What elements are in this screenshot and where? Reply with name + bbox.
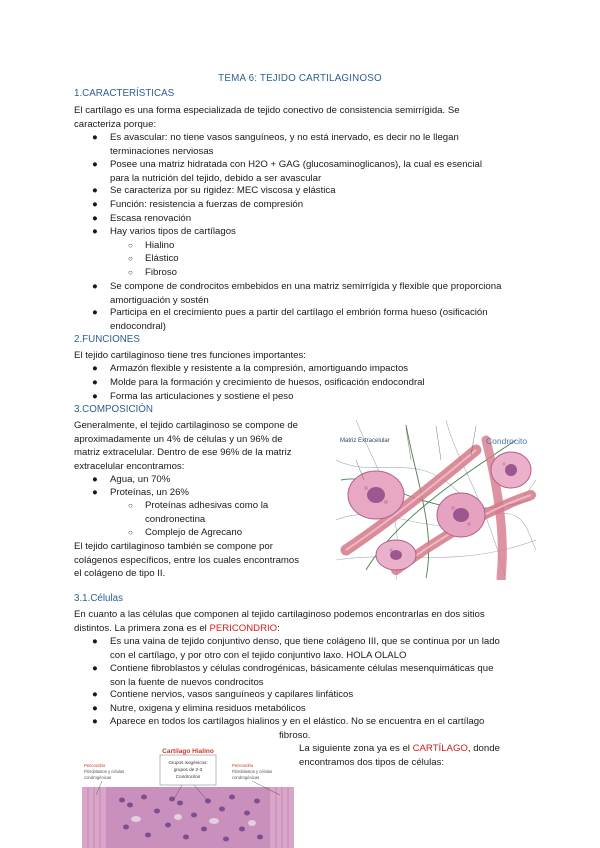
- list-item: [92, 473, 312, 487]
- list-item-text: Hay varios tipos de cartílagos: [110, 226, 236, 237]
- list-item: [92, 158, 522, 185]
- list-item-text: Función: resistencia a fuerzas de compresión: [110, 199, 304, 210]
- svg-text:Condrocitos: Condrocitos: [175, 774, 201, 779]
- list-item: [92, 635, 522, 662]
- list-item-text: son la fuente de nuevos condrocitos: [110, 676, 264, 688]
- list-item-text: Es una vaina de tejido conjuntivo denso, que tiene colágeno III, que se continua por un lado: [110, 636, 500, 647]
- svg-text:condrogénicas: condrogénicas: [232, 775, 260, 780]
- list-item: [92, 376, 522, 390]
- list-item-text: con el cartílago, y por otro con el tejido conjuntivo laxo. HOLA OLALO: [110, 649, 407, 661]
- list-item-text: Proteínas, un 26%: [110, 487, 189, 498]
- list-item-text: Nutre, oxigena y elimina residuos metabólicos: [110, 703, 306, 714]
- figure-label-matriz: Matriz Extracelular: [340, 438, 390, 444]
- list-item: [92, 212, 522, 226]
- list-item-text: Se compone de condrocitos embebidos en una matriz semirrígida y flexible que proporciona: [110, 281, 502, 292]
- svg-text:Pericondrio: Pericondrio: [232, 763, 254, 768]
- list-item-text: Contiene nervios, vasos sanguíneos y capilares linfáticos: [110, 689, 354, 700]
- circle-bullet-icon: ○: [128, 501, 133, 510]
- list-item-text: amortiguación y sostén: [110, 294, 209, 306]
- bullet-icon: ●: [92, 159, 98, 170]
- list-item: [92, 198, 522, 212]
- circle-bullet-icon: ○: [128, 528, 133, 537]
- bullet-icon: ●: [92, 716, 98, 727]
- list-item-text: Molde para la formación y crecimiento de huesos, osificación endocondral: [110, 377, 425, 388]
- bullet-icon: ●: [92, 199, 98, 210]
- svg-text:Pericondrio: Pericondrio: [84, 763, 106, 768]
- svg-text:Fibroblastos y células: Fibroblastos y células: [84, 769, 125, 774]
- bullet-icon: ●: [92, 132, 98, 143]
- bullet-icon: ●: [92, 636, 98, 647]
- list-item: [92, 131, 522, 158]
- bullet-icon: ●: [92, 703, 98, 714]
- bullet-icon: ●: [92, 213, 98, 224]
- intro-line: El cartílago es una forma especializada de tejido conectivo de consistencia semirrígida. Se: [74, 105, 460, 116]
- list-item: [92, 225, 522, 239]
- list-item-text: fibroso.: [279, 729, 311, 741]
- svg-text:Grupos isogénicos:: Grupos isogénicos:: [168, 760, 208, 765]
- list-item: [92, 390, 522, 404]
- sub-list-item: ○ Proteínas adhesivas como la condronectina: [128, 500, 269, 525]
- bullet-icon: ●: [92, 281, 98, 292]
- funciones-intro: El tejido cartilaginoso tiene tres funciones importantes:: [74, 350, 306, 361]
- figure-title: Cartílago Hialino: [162, 748, 214, 755]
- bullet-icon: ●: [92, 226, 98, 237]
- list-item: [92, 306, 522, 333]
- list-item-text: para la nutrición del tejido, debido a ser avascular: [110, 172, 322, 184]
- pericondrio-term: PERICONDRIO: [209, 622, 278, 634]
- list-item-text: terminaciones nerviosas: [110, 145, 214, 157]
- bullet-icon: ●: [92, 487, 98, 498]
- sub-list-item: ○ Elástico: [128, 253, 179, 264]
- bullet-icon: ●: [92, 689, 98, 700]
- list-item: [92, 702, 522, 716]
- list-item: [92, 486, 312, 500]
- list-item-text: Escasa renovación: [110, 213, 192, 224]
- sub-list-item: ○ Fibroso: [128, 267, 177, 278]
- celulas-paragraph: En cuanto a las células que componen al tejido cartilaginoso podemos encontrarlas en dos sitios distintos. La primera zona es el PERICONDRIO:: [74, 609, 485, 634]
- list-item-text: Aparece en todos los cartílagos hialinos y en el elástico. No se encuentra en el cartílago: [110, 716, 485, 727]
- intro-paragraph: [74, 104, 526, 131]
- document-title: TEMA 6: TEJIDO CARTILAGINOSO: [218, 73, 382, 84]
- list-item: [92, 362, 522, 376]
- bullet-icon: ●: [92, 363, 98, 374]
- list-item-text: Forma las articulaciones y sostiene el peso: [110, 391, 294, 402]
- list-item-text: Contiene fibroblastos y células condrogénicas, básicamente células mesenquimáticas que: [110, 663, 494, 674]
- circle-bullet-icon: ○: [128, 268, 133, 277]
- bullet-icon: ●: [92, 474, 98, 485]
- svg-text:condrogénicas: condrogénicas: [84, 775, 112, 780]
- sub-list-item: ○ Hialino: [128, 240, 175, 251]
- bullet-icon: ●: [92, 391, 98, 402]
- svg-text:Fibroblastos y células: Fibroblastos y células: [232, 769, 273, 774]
- list-item-text: Participa en el crecimiento pues a partir del cartílago el embrión forma hueso (osificación: [110, 307, 488, 318]
- sub-list-item: ○ Complejo de Agrecano: [128, 527, 243, 538]
- list-item-text: Armazón flexible y resistente a la compresión, amortiguando impactos: [110, 363, 409, 374]
- cartilago-paragraph: La siguiente zona ya es el CARTÍLAGO, donde encontramos dos tipos de células:: [299, 743, 500, 768]
- heading-composicion: 3.COMPOSICIÓN: [74, 404, 153, 415]
- bullet-icon: ●: [92, 377, 98, 388]
- bullet-icon: ●: [92, 663, 98, 674]
- cartilago-term: CARTÍLAGO: [412, 743, 468, 754]
- list-item: [92, 280, 522, 307]
- bullet-icon: ●: [92, 185, 98, 196]
- figure-label-condrocito: Condrocito: [486, 436, 528, 446]
- list-item-text: Agua, un 70%: [110, 474, 171, 485]
- colagenos-paragraph: El tejido cartilaginoso también se compone por colágenos específicos, entre los cuales encontramos el colágeno de tipo II.: [74, 541, 300, 580]
- list-item-text: Es avascular: no tiene vasos sanguíneos, y no está inervado, es decir no le llegan: [110, 132, 459, 143]
- heading-celulas: 3.1.Células: [74, 593, 124, 604]
- list-item: [92, 184, 522, 198]
- composicion-paragraph: Generalmente, el tejido cartilaginoso se compone de aproximadamente un 4% de células y un 96% de matriz extracelular. Dentro de ese 96% de la matriz extracelular encontramos:: [74, 420, 298, 472]
- svg-text:grupos de 2-3: grupos de 2-3: [173, 767, 203, 772]
- circle-bullet-icon: ○: [128, 254, 133, 263]
- list-item-text: endocondral): [110, 320, 167, 332]
- hyaline-cartilage-figure: [82, 745, 294, 848]
- list-item: [92, 715, 522, 742]
- bullet-icon: ●: [92, 307, 98, 318]
- cartilage-matrix-figure: [336, 420, 536, 580]
- list-item: [92, 688, 522, 702]
- heading-caracteristicas: 1.CARACTERÍSTICAS: [74, 88, 175, 99]
- heading-funciones: 2.FUNCIONES: [74, 334, 140, 345]
- intro-line: caracteriza porque:: [74, 118, 157, 130]
- list-item: [92, 662, 522, 689]
- list-item-text: Posee una matriz hidratada con H2O + GAG (glucosaminoglicanos), la cual es esencial: [110, 159, 482, 170]
- circle-bullet-icon: ○: [128, 241, 133, 250]
- list-item-text: Se caracteriza por su rigidez: MEC viscosa y elástica: [110, 185, 336, 196]
